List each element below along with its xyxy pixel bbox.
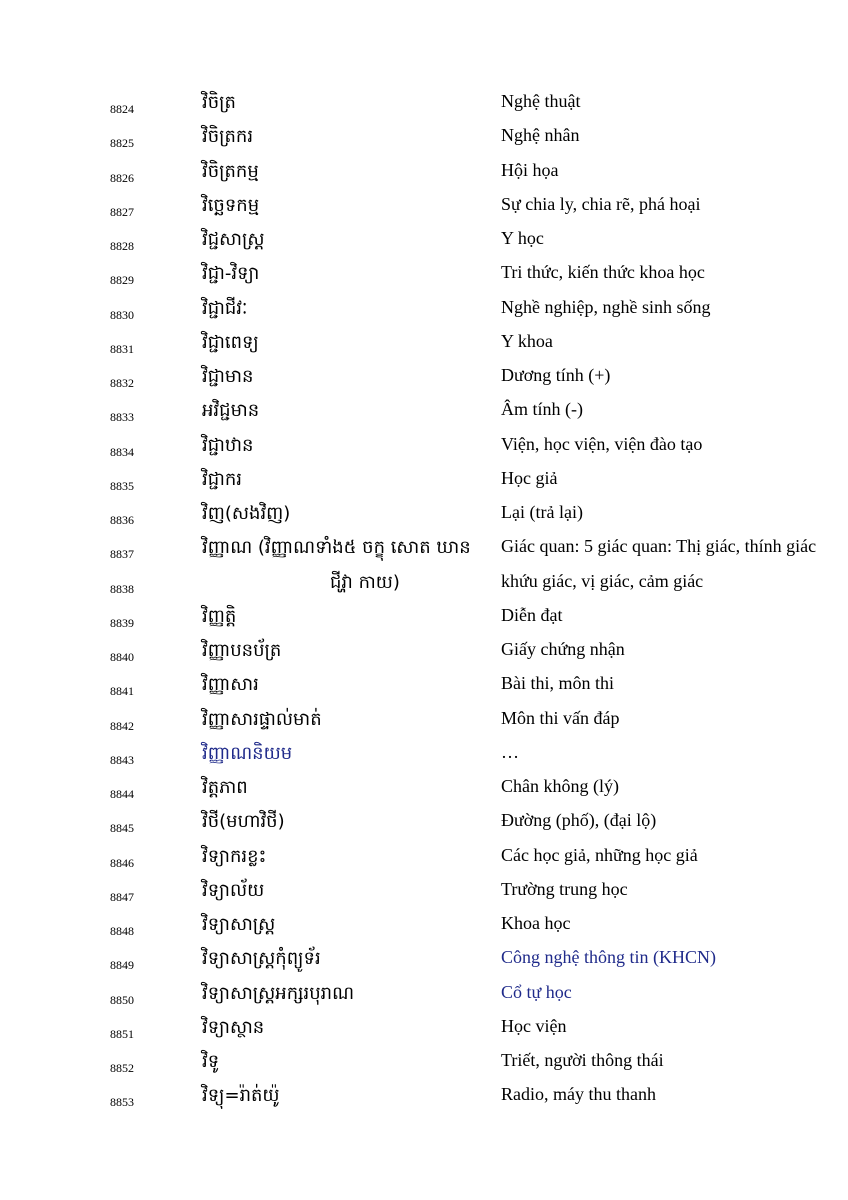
entry-row [0, 227, 848, 261]
entry-row [0, 570, 848, 604]
khmer-term: វិទ្យាសាស្ត្រកុំព្យូទ័រ [202, 948, 321, 970]
entry-row [0, 193, 848, 227]
vietnamese-meaning: Sự chia ly, chia rẽ, phá hoại [501, 193, 701, 214]
khmer-term: វិជ្ជាជីវៈ [202, 297, 248, 319]
entry-number: 8836 [110, 513, 134, 527]
khmer-term: វិត្តភាព [202, 777, 248, 798]
vietnamese-meaning: Radio, máy thu thanh [501, 1084, 656, 1105]
entry-row [0, 844, 848, 878]
vietnamese-meaning: Môn thi vấn đáp [501, 707, 620, 728]
entry-number: 8837 [110, 547, 134, 562]
vietnamese-meaning: Nghệ thuật [501, 91, 581, 111]
vietnamese-meaning: Lại (trả lại) [501, 502, 583, 522]
entry-number: 8826 [110, 170, 134, 185]
entry-number: 8849 [110, 958, 134, 973]
entry-row [0, 364, 848, 398]
entry-row [0, 946, 848, 980]
entry-number: 8834 [110, 444, 134, 459]
vietnamese-meaning: Chân không (lý) [501, 776, 619, 796]
khmer-term: វិទ្យាល័យ [202, 879, 265, 901]
entry-row [0, 775, 848, 809]
entry-row [0, 809, 848, 843]
entry-row [0, 981, 848, 1015]
entry-number: 8832 [110, 376, 134, 390]
khmer-term: វិជ្ជាមាន [202, 366, 254, 387]
entry-row [0, 1083, 848, 1117]
entry-row [0, 604, 848, 638]
khmer-term: វិចិត្រ [202, 92, 236, 113]
entry-number: 8824 [110, 102, 134, 116]
khmer-term: វិជ្ជា-វិទ្យា [202, 263, 260, 285]
khmer-term: វិជ្ជាពេទ្យ [202, 331, 259, 353]
khmer-term: វិញ្ញាណ (វិញ្ញាណទាំង៥ ចក្ខុ សោត ឃាន [202, 537, 471, 559]
khmer-term: វិញ្ញាសារ [202, 674, 259, 696]
khmer-term: វិជ្ជសាស្ត្រ [202, 229, 265, 250]
entry-row [0, 535, 848, 569]
khmer-term: វិញ្ញាសារផ្ទាល់មាត់ [202, 708, 322, 730]
entry-number: 8830 [110, 307, 134, 322]
vietnamese-meaning: Bài thi, môn thi [501, 673, 615, 694]
vietnamese-meaning: Tri thức, kiến thức khoa học [501, 262, 705, 283]
khmer-term: វិញ្ញាណនិយម [202, 742, 293, 764]
vietnamese-meaning: Công nghệ thông tin (KHCN) [501, 947, 716, 968]
vietnamese-meaning: khứu giác, vị giác, cảm giác [501, 570, 704, 591]
entry-number: 8850 [110, 992, 134, 1007]
entry-row [0, 878, 848, 912]
entry-number: 8833 [110, 410, 134, 425]
vietnamese-meaning: Âm tính (-) [501, 399, 583, 420]
entry-number: 8846 [110, 855, 134, 870]
entry-number: 8841 [110, 684, 134, 699]
entry-number: 8845 [110, 821, 134, 836]
khmer-term: វិញ្ញត្តិ [202, 605, 237, 627]
entry-row [0, 741, 848, 775]
vietnamese-meaning: Học viện [501, 1015, 567, 1036]
entry-row [0, 124, 848, 158]
entry-row [0, 501, 848, 535]
vietnamese-meaning: Nghề nghiệp, nghề sinh sống [501, 296, 711, 317]
entry-number: 8844 [110, 787, 134, 801]
entry-row [0, 261, 848, 295]
entry-number: 8825 [110, 136, 134, 151]
vietnamese-meaning: Nghệ nhân [501, 125, 580, 146]
entry-row [0, 159, 848, 193]
khmer-term: វិជ្ជាករ [202, 468, 242, 490]
vietnamese-meaning: Viện, học viện, viện đào tạo [501, 433, 703, 454]
khmer-term: វិចិត្រកម្ម [202, 160, 259, 182]
khmer-term: អវិជ្ជមាន [202, 400, 260, 422]
entry-row [0, 912, 848, 946]
vietnamese-meaning: Triết, người thông thái [501, 1050, 664, 1070]
entry-number: 8840 [110, 650, 134, 664]
entry-row [0, 1049, 848, 1083]
entry-number: 8828 [110, 239, 134, 253]
khmer-term: វិទ្យុ=រ៉ាត់យ៉ូ [202, 1085, 280, 1107]
khmer-term: វិថី(មហាវិថី) [202, 811, 285, 833]
vietnamese-meaning: Đường (phố), (đại lộ) [501, 810, 657, 831]
entry-number: 8853 [110, 1095, 134, 1110]
entry-number: 8852 [110, 1061, 134, 1075]
entry-row [0, 296, 848, 330]
entry-number: 8848 [110, 924, 134, 938]
entry-number: 8847 [110, 889, 134, 904]
vietnamese-meaning: Học giả [501, 467, 558, 488]
entry-row [0, 707, 848, 741]
vietnamese-meaning: Y học [501, 228, 544, 248]
khmer-term: វិទ្យាស្ថាន [202, 1016, 265, 1038]
vietnamese-meaning: Cổ tự học [501, 981, 572, 1002]
vietnamese-meaning: Y khoa [501, 330, 553, 351]
entry-number: 8835 [110, 478, 134, 493]
entry-number: 8829 [110, 273, 134, 288]
entry-row [0, 1015, 848, 1049]
entry-row [0, 330, 848, 364]
vietnamese-meaning: Giác quan: 5 giác quan: Thị giác, thính giác [501, 536, 817, 557]
vietnamese-meaning: … [501, 741, 519, 762]
vietnamese-meaning: Trường trung học [501, 878, 628, 899]
entry-number: 8838 [110, 581, 134, 596]
khmer-term: វិចិត្រករ [202, 126, 254, 148]
entry-row [0, 467, 848, 501]
vietnamese-meaning: Giấy chứng nhận [501, 639, 625, 659]
entry-row [0, 638, 848, 672]
khmer-term: វិញ្ញាបនប័ត្រ [202, 640, 282, 661]
khmer-term: វិទូ [202, 1051, 220, 1072]
khmer-term: វិទ្យាករខ្លះ [202, 845, 267, 867]
entry-row [0, 672, 848, 706]
khmer-term: វិទ្យាសាស្ត្រអក្សរបុរាណ [202, 982, 355, 1004]
vietnamese-meaning: Diễn đạt [501, 604, 563, 625]
entry-number: 8851 [110, 1026, 134, 1041]
entry-row [0, 433, 848, 467]
vietnamese-meaning: Dương tính (+) [501, 365, 611, 385]
entry-number: 8831 [110, 341, 134, 356]
vietnamese-meaning: Các học giả, những học giả [501, 844, 698, 865]
entry-row [0, 398, 848, 432]
entry-number: 8839 [110, 615, 134, 630]
entry-number: 8827 [110, 204, 134, 219]
entry-number: 8843 [110, 752, 134, 767]
entry-row [0, 90, 848, 124]
khmer-term: វិញ(សងវិញ) [202, 503, 291, 524]
khmer-term: វិជ្ជាឋាន [202, 434, 254, 456]
vietnamese-meaning: Khoa học [501, 913, 571, 933]
khmer-term: វិទ្យាសាស្ត្រ [202, 914, 276, 935]
vietnamese-meaning: Hội họa [501, 159, 559, 180]
entry-number: 8842 [110, 718, 134, 733]
khmer-term: ជីវ្ហា កាយ) [330, 571, 400, 593]
khmer-term: វិច្ឆេទកម្ម [202, 194, 260, 216]
